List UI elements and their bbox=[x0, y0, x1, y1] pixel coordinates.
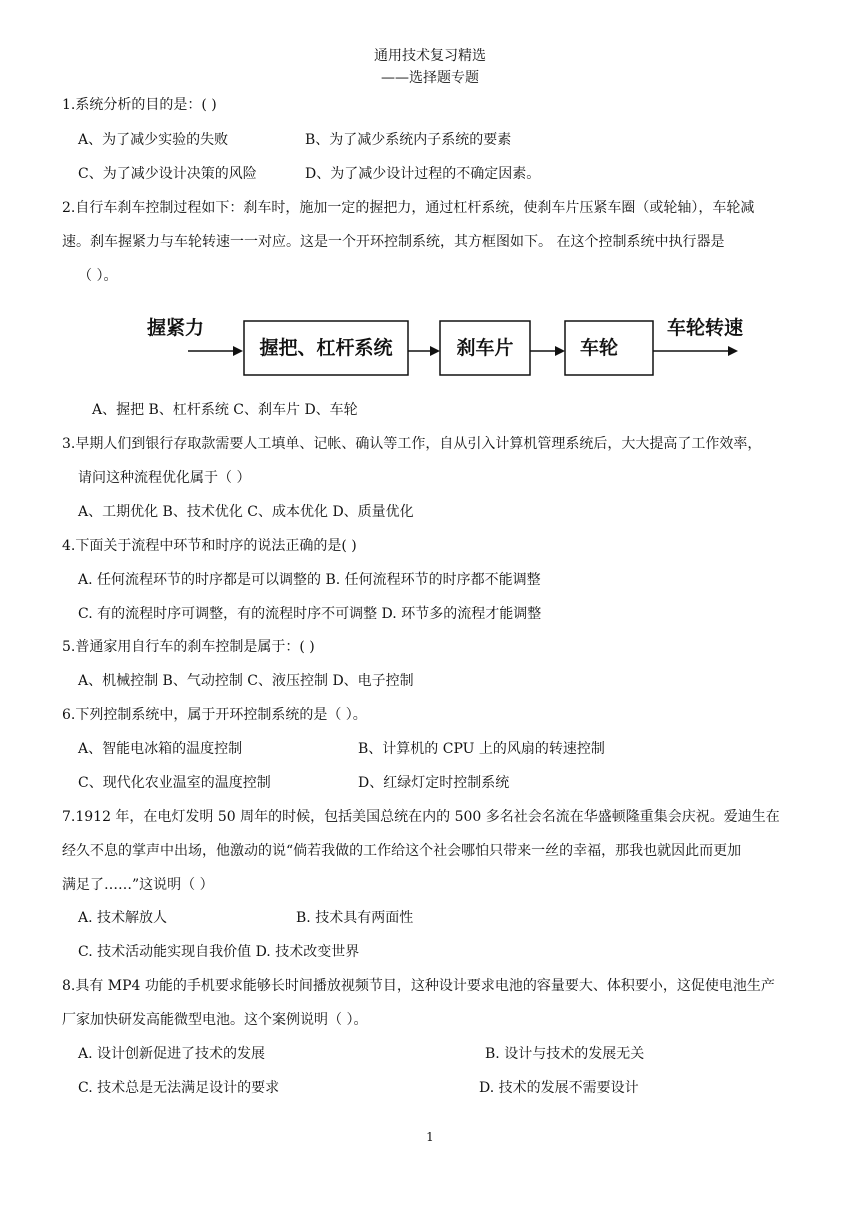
q1-option-d: D、为了减少设计过程的不确定因素。 bbox=[305, 166, 541, 182]
diagram-input-label: 握紧力 bbox=[147, 318, 205, 339]
q7-line-2: 经久不息的掌声中出场，他激动的说“倘若我做的工作给这个社会哪怕只带来一丝的幸福，那我也就因此而更加 bbox=[62, 843, 742, 859]
q2-line-3: （ ）。 bbox=[78, 268, 118, 284]
doc-subtitle: ——选择题专题 bbox=[381, 70, 479, 86]
q8-option-a: A. 设计创新促进了技术的发展 bbox=[78, 1046, 266, 1062]
q7-line-3: 满足了……”这说明（ ） bbox=[62, 877, 214, 893]
q8-line-1: 8.具有 MP4 功能的手机要求能够长时间播放视频节目，这种设计要求电池的容量要大、体积要小，这促使电池生产 bbox=[62, 978, 775, 994]
q6-option-a: A、智能电冰箱的温度控制 bbox=[78, 741, 243, 757]
arrow-head-output bbox=[728, 346, 738, 356]
box-lever-system-label: 握把、杠杆系统 bbox=[259, 338, 393, 359]
q2-line-2: 速。刹车握紧力与车轮转速一一对应。这是一个开环控制系统，其方框图如下。 在这个控制系统中执行器是 bbox=[62, 234, 725, 250]
q5-stem: 5.普通家用自行车的刹车控制是属于：( ) bbox=[62, 639, 315, 655]
q6-option-d: D、红绿灯定时控制系统 bbox=[358, 775, 510, 791]
block-diagram bbox=[0, 300, 860, 380]
doc-title: 通用技术复习精选 bbox=[374, 48, 486, 64]
q8-option-b: B. 设计与技术的发展无关 bbox=[485, 1046, 645, 1062]
box-brake-pad-label: 刹车片 bbox=[456, 338, 514, 359]
q2-line-1: 2.自行车刹车控制过程如下：刹车时，施加一定的握把力，通过杠杆系统，使刹车片压紧车圈（或轮轴），车轮减 bbox=[62, 200, 755, 216]
q6-option-b: B、计算机的 CPU 上的风扇的转速控制 bbox=[358, 741, 605, 757]
q7-options-cd: C. 技术活动能实现自我价值 D. 技术改变世界 bbox=[78, 944, 360, 960]
q7-line-1: 7.1912 年，在电灯发明 50 周年的时候，包括美国总统在内的 500 多名社会名流在华盛顿隆重集会庆祝。爱迪生在 bbox=[62, 809, 780, 825]
q4-options-cd: C. 有的流程时序可调整，有的流程时序不可调整 D. 环节多的流程才能调整 bbox=[78, 606, 542, 622]
arrow-head-2-3 bbox=[555, 346, 565, 356]
q3-line-1: 3.早期人们到银行存取款需要人工填单、记帐、确认等工作，自从引入计算机管理系统后，大大提高了工作效率， bbox=[62, 436, 762, 452]
q8-line-2: 厂家加快研发高能微型电池。这个案例说明（ ）。 bbox=[62, 1012, 368, 1028]
q4-stem: 4.下面关于流程中环节和时序的说法正确的是( ) bbox=[62, 538, 357, 554]
q3-options: A、工期优化 B、技术优化 C、成本优化 D、质量优化 bbox=[78, 504, 414, 520]
q1-stem: 1.系统分析的目的是：( ) bbox=[62, 97, 217, 113]
page-number: 1 bbox=[426, 1130, 434, 1144]
q8-option-d: D. 技术的发展不需要设计 bbox=[479, 1080, 639, 1096]
q6-stem: 6.下列控制系统中，属于开环控制系统的是（ ）。 bbox=[62, 707, 367, 723]
q1-option-b: B、为了减少系统内子系统的要素 bbox=[305, 132, 512, 148]
diagram-output-label: 车轮转速 bbox=[667, 318, 744, 339]
q5-options: A、机械控制 B、气动控制 C、液压控制 D、电子控制 bbox=[78, 673, 414, 689]
arrow-head-1-2 bbox=[430, 346, 440, 356]
q6-option-c: C、现代化农业温室的温度控制 bbox=[78, 775, 271, 791]
q7-option-a: A. 技术解放人 bbox=[78, 910, 168, 926]
q2-options: A、握把 B、杠杆系统 C、刹车片 D、车轮 bbox=[92, 402, 358, 418]
q1-option-c: C、为了减少设计决策的风险 bbox=[78, 166, 257, 182]
box-wheel-label: 车轮 bbox=[580, 338, 619, 359]
arrow-head-input bbox=[233, 346, 243, 356]
q7-option-b: B. 技术具有两面性 bbox=[296, 910, 414, 926]
q8-option-c: C. 技术总是无法满足设计的要求 bbox=[78, 1080, 280, 1096]
q4-options-ab: A. 任何流程环节的时序都是可以调整的 B. 任何流程环节的时序都不能调整 bbox=[78, 572, 541, 588]
q3-line-2: 请问这种流程优化属于（ ） bbox=[78, 470, 251, 486]
q1-option-a: A、为了减少实验的失败 bbox=[78, 132, 229, 148]
